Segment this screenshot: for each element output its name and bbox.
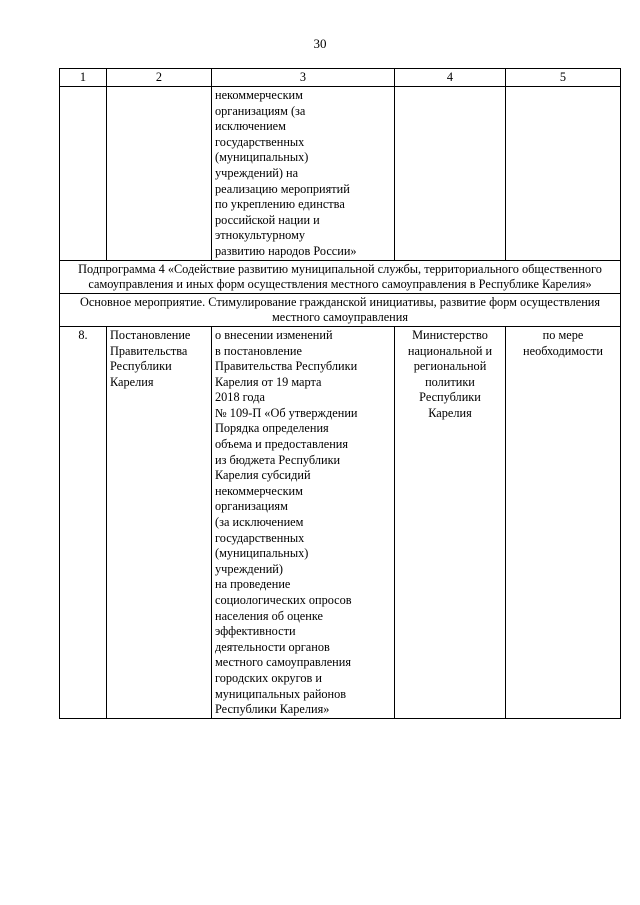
- item-description: о внесении изменений в постановление Правительства Республики Карелия от 19 марта 2018 года № 109-П «Об утверждении Порядка определения объема и предоставления из бюджета Республики Карелия субсидий некоммерческим организациям (за исключением государственных (муниципальных) учреждений) на проведение социологических опросов населения об оценке эффективности деятельности органов местного самоуправления городских округов и муниципальных районов Республики Карелия»: [212, 326, 395, 718]
- document-table: [59, 68, 621, 719]
- continuation-row: [60, 87, 621, 261]
- continuation-col1: [60, 87, 107, 261]
- table-row: [60, 326, 621, 718]
- subprogram-title: Подпрограмма 4 «Содействие развитию муниципальной службы, территориального общественного самоуправления и иных форм осуществления местного самоуправления в Республике Карелия»: [60, 260, 621, 293]
- table-header-row: [60, 69, 621, 87]
- main-activity-title: Основное мероприятие. Стимулирование гражданской инициативы, развитие форм осуществления местного самоуправления: [60, 293, 621, 326]
- item-document-type: Постановление Правительства Республики Карелия: [107, 326, 212, 718]
- main-activity-row: [60, 293, 621, 326]
- continuation-col5: [506, 87, 621, 261]
- subprogram-row: [60, 260, 621, 293]
- header-cell-1: 1: [60, 69, 107, 87]
- item-deadline: по мере необходимости: [506, 326, 621, 718]
- item-responsible: Министерство национальной и региональной политики Республики Карелия: [395, 326, 506, 718]
- continuation-col4: [395, 87, 506, 261]
- page-number: 30: [313, 36, 327, 51]
- header-cell-2: 2: [107, 69, 212, 87]
- continuation-col2: [107, 87, 212, 261]
- header-cell-3: 3: [212, 69, 395, 87]
- header-cell-4: 4: [395, 69, 506, 87]
- header-cell-5: 5: [506, 69, 621, 87]
- item-number: 8.: [60, 326, 107, 718]
- continuation-col3: некоммерческим организациям (за исключением государственных (муниципальных) учреждений) на реализацию мероприятий по укреплению единства российской нации и этнокультурному развитию народов России»: [212, 87, 395, 261]
